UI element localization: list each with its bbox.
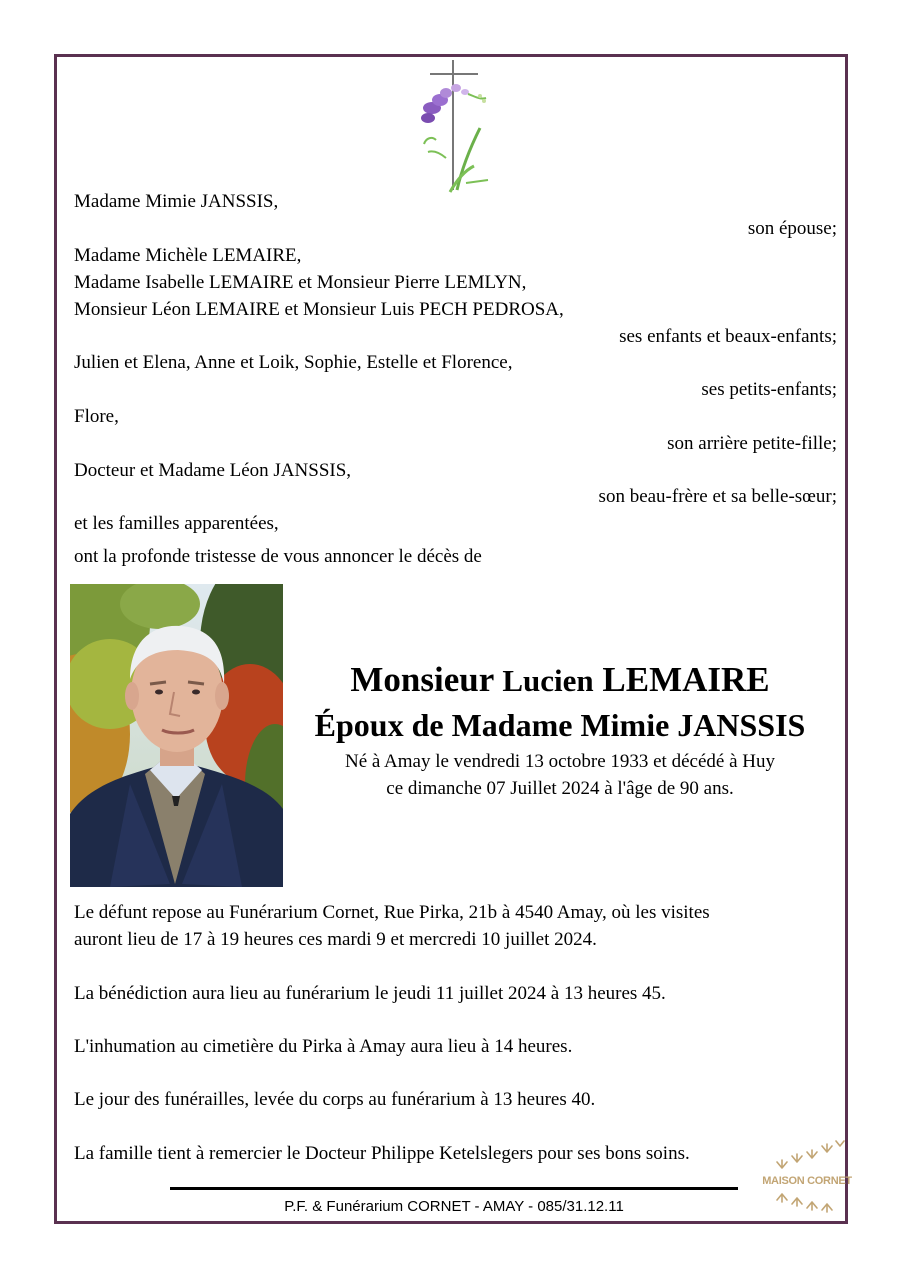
cross-flower-icon [410, 58, 500, 198]
great-grandchild-relation: son arrière petite-fille; [667, 433, 837, 454]
deceased-portrait [70, 584, 283, 887]
footer-rule [170, 1187, 738, 1190]
visit-info: auront lieu de 17 à 19 heures ces mardi 9 et mercredi 10 juillet 2024. [74, 929, 597, 950]
thanks-line: La famille tient à remercier le Docteur Philippe Ketelslegers pour ses bons soins. [74, 1143, 690, 1164]
children-relation: ses enfants et beaux-enfants; [619, 326, 837, 347]
visit-info: Le défunt repose au Funérarium Cornet, Rue Pirka, 21b à 4540 Amay, où les visites [74, 902, 710, 923]
deceased-first-name: Lucien [502, 663, 594, 698]
in-laws-relation: son beau-frère et sa belle-sœur; [598, 486, 837, 507]
deceased-title: Monsieur [350, 660, 494, 699]
child-name: Madame Michèle LEMAIRE, [74, 245, 302, 266]
grandchildren-names: Julien et Elena, Anne et Loik, Sophie, Estelle et Florence, [74, 352, 513, 373]
announcement-line: ont la profonde tristesse de vous annoncer le décès de [74, 546, 482, 567]
death-line: ce dimanche 07 Juillet 2024 à l'âge de 90 ans. [386, 778, 734, 799]
footer-contact: P.F. & Funérarium CORNET - AMAY - 085/31.12.11 [284, 1198, 624, 1215]
benediction-info: La bénédiction aura lieu au funérarium le jeudi 11 juillet 2024 à 13 heures 45. [74, 983, 666, 1004]
procession-info: Le jour des funérailles, levée du corps au funérarium à 13 heures 40. [74, 1089, 596, 1110]
great-grandchild-name: Flore, [74, 406, 119, 427]
maison-cornet-logo [762, 1132, 852, 1224]
birth-death-info [300, 748, 820, 802]
burial-info: L'inhumation au cimetière du Pirka à Amay aura lieu à 14 heures. [74, 1036, 573, 1057]
grandchildren-relation: ses petits-enfants; [701, 379, 837, 400]
in-laws-names: Docteur et Madame Léon JANSSIS, [74, 460, 352, 481]
birth-line: Né à Amay le vendredi 13 octobre 1933 et décédé à Huy [345, 751, 775, 772]
related-families: et les familles apparentées, [74, 513, 279, 534]
child-name: Madame Isabelle LEMAIRE et Monsieur Pierre LEMLYN, [74, 272, 527, 293]
logo-text: MAISON CORNET [762, 1175, 852, 1187]
spouse-line: Époux de Madame Mimie JANSSIS [314, 707, 806, 743]
deceased-name [300, 660, 820, 701]
deceased-last-name: LEMAIRE [602, 660, 770, 699]
child-name: Monsieur Léon LEMAIRE et Monsieur Luis PECH PEDROSA, [74, 299, 564, 320]
spouse-relation: son épouse; [747, 218, 837, 239]
spouse-name: Madame Mimie JANSSIS, [74, 191, 279, 212]
